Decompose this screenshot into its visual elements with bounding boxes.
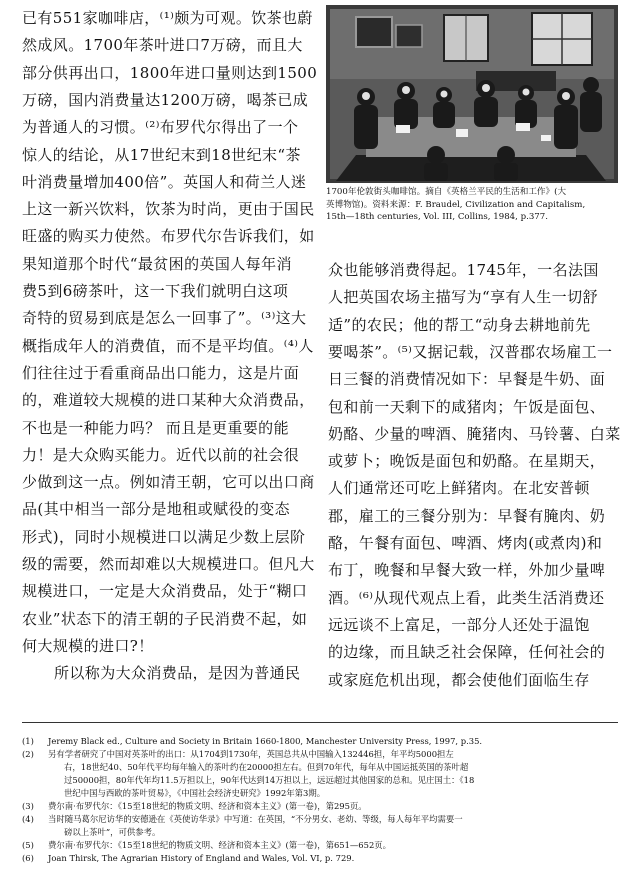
coffeehouse-engraving-image [326,5,618,183]
text-line: 适”的农民；他的帮工“动身去耕地前先 [328,315,591,334]
text-line: 力！是大众购买能力。近代以前的社会很 [22,445,300,464]
footnote-number: (6) [22,853,34,863]
footnote-text: 过50000担，80年代年均11.5万担以上，90年代达到14万担以上，远远超过其他国家的总和。见庄国土：《18 [64,775,475,785]
caption-line: 1700年伦敦街头咖啡馆。摘自《英格兰平民的生活和工作》(大 [326,187,567,197]
footnote-text: 当时随马葛尔尼访华的安德逊在《英使访华录》中写道：在英国，“不分男女、老幼、等级，每人每年平均需要一 [48,814,463,824]
footnote-text: 费尔南·布罗代尔：《15至18世纪的物质文明、经济和资本主义》(第一卷)，第295页。 [48,801,367,811]
text-line: 费5到6磅茶叶，这一下我们就明白这项 [22,282,289,300]
text-line: 的边缘，而且缺乏社会保障，任何社会的 [328,643,606,662]
text-line: 万磅，国内消费量达1200万磅，喝茶已成 [22,90,309,109]
text-line: 旺盛的购买力使然。布罗代尔告诉我们，如 [22,227,315,246]
text-line: 上这一新兴饮料，饮茶为时尚，更由于国民 [22,200,315,219]
footnote-number: (4) [22,814,34,824]
text-line: 包和前一天剩下的咸猪肉；午饭是面包、 [328,397,606,416]
footnote-number: (3) [22,801,34,811]
text-line: 果知道那个时代“最贫困的英国人每年消 [22,254,292,273]
text-line: 奇特的贸易到底是怎么一回事了”。⁽³⁾这大 [22,309,307,328]
footnote-text: 世纪中国与西欧的茶叶贸易》，《中国社会经济史研究》1992年第3期。 [64,788,326,798]
text-line: 然成风。1700年茶叶进口7万磅，而且大 [22,36,303,55]
text-line: 形式)，同时小规模进口以满足少数上层阶 [22,527,306,546]
text-line: 级的需要，然而却难以大规模进口。但凡大 [22,555,315,573]
text-line: 酪，午餐有面包、啤酒、烤肉(或煮肉)和 [328,534,603,552]
text-line: 郡，雇工的三餐分别为：早餐有腌肉、奶 [328,506,606,525]
footnote-text: Joan Thirsk, The Agrarian History of England and Wales, Vol. VI, p. 729. [48,853,355,863]
text-line: 日三餐的消费情况如下：早餐是牛奶、面 [328,370,606,389]
footnote-item [22,748,622,761]
footnote-item [22,735,622,748]
text-line: 叶消费量增加400倍”。英国人和荷兰人迷 [22,172,307,191]
footnote-number: (1) [22,736,34,746]
text-line: 众也能够消费得起。1745年，一名法国 [328,261,599,279]
text-line: 或萝卜；晚饭是面包和奶酪。在星期天， [328,452,606,471]
text-line: 不也是一种能力吗？ 而且是更重要的能 [22,418,289,437]
text-line: 部分供再出口，1800年进口量则达到1500 [22,63,318,82]
engraving-illustration [326,5,618,183]
text-line: 农业”状态下的清王朝的子民消费不起，如 [22,609,308,628]
text-line: 所以称为大众消费品，是因为普通民 [54,664,301,683]
footnote-divider [22,722,618,723]
text-line: 惊人的结论，从17世纪末到18世纪末“茶 [22,145,301,164]
text-line: 要喝茶”。⁽⁵⁾又据记载，汉普郡农场雇工一 [328,342,613,361]
footnote-item [22,839,622,852]
text-line: 远远谈不上富足，一部分人还处于温饱 [328,615,590,634]
text-line: 何大规模的进口?！ [22,636,154,655]
footnotes [22,735,622,865]
text-line: 奶酪、少量的啤酒、腌猪肉、马铃薯、白菜 [328,424,621,443]
text-line: 布丁，晚餐和早餐大致一样，外加少量啤 [328,561,606,580]
figure-caption [326,186,618,224]
footnote-item [22,813,622,826]
text-line: 已有551家咖啡店，⁽¹⁾颇为可观。饮茶也蔚 [22,9,313,27]
text-line: 概指成年人的消费值，而不是平均值。⁽⁴⁾人 [22,336,314,355]
text-line: 人们通常还可吃上鲜猪肉。在北安普顿 [328,479,590,498]
footnote-text: Jeremy Black ed., Culture and Society in Britain 1660-1800, Manchester University Press, 1997, p.35. [48,736,483,746]
text-line: 为普通人的习惯。⁽²⁾布罗代尔得出了一个 [22,118,299,137]
text-line: 或家庭危机出现，都会使他们面临生存 [328,670,590,689]
text-line: 们往往过于看重商品出口能力，这是片面 [22,363,300,382]
footnote-number: (2) [22,749,34,759]
footnote-number: (5) [22,840,34,850]
text-line: 的，难道较大规模的进口某种大众消费品， [22,391,315,410]
footnote-item [22,852,622,865]
caption-line: 英博物馆)。资料来源：F. Braudel, Civilization and Capitalism, [326,199,586,210]
text-line: 规模进口，一定是大众消费品，处于“糊口 [22,582,308,601]
text-line: 人把英国农场主描写为“享有人生一切舒 [328,288,598,307]
footnote-text: 费尔南·布罗代尔：《15至18世纪的物质文明、经济和资本主义》(第一卷)，第651—652页。 [48,840,392,850]
caption-line: 15th—18th centuries, Vol. III, Collins, 1984, p.377. [326,212,548,222]
footnote-text: 磅以上茶叶”，可供参考。 [64,827,161,837]
text-line: 品(其中相当一部分是地租或赋役的变态 [22,500,291,519]
footnote-item [22,800,622,813]
footnote-text: 另有学者研究了中国对英茶叶的出口：从1704到1730年，英国总共从中国输入132446担，年平均5000担左 [48,749,454,759]
text-line: 酒。⁽⁶⁾从现代观点上看，此类生活消费还 [328,588,605,607]
left-column-text [22,2,318,692]
right-column-text [328,254,621,694]
footnote-text: 右，18世纪40、50年代平均每年输入的茶叶约在20000担左右。但到70年代，每年从中国运抵英国的茶叶超 [64,762,469,772]
text-line: 少做到这一点。例如清王朝，它可以出口商 [22,473,315,492]
